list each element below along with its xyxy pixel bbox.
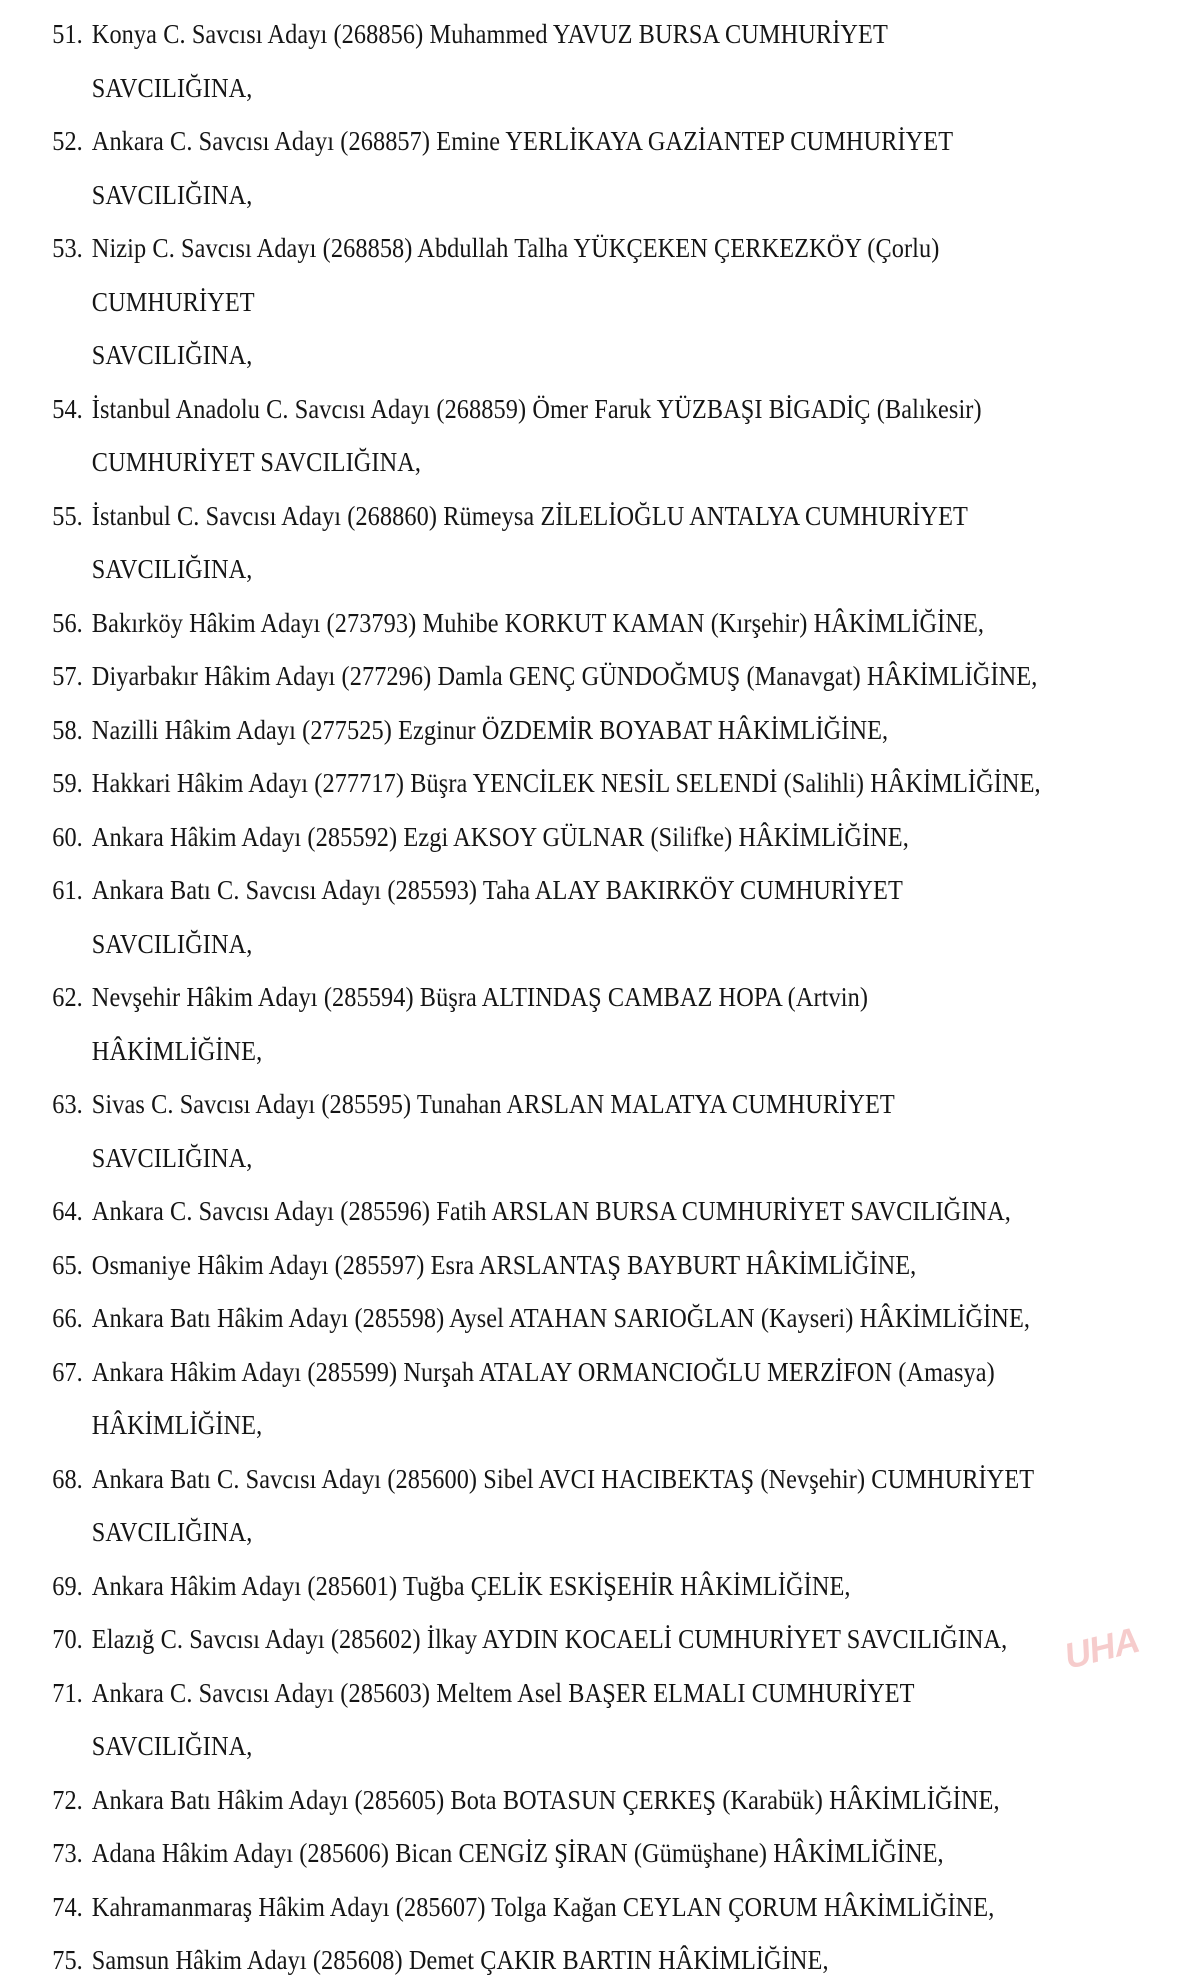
list-item	[0, 115, 1062, 222]
list-item-continuation: SAVCILIĞINA,	[91, 340, 253, 370]
list-item-continuation: SAVCILIĞINA,	[91, 554, 253, 584]
list-item	[0, 1560, 1062, 1614]
list-item	[0, 1881, 1062, 1935]
list-item-continuation: SAVCILIĞINA,	[91, 1517, 253, 1547]
list-item-text: Osmaniye Hâkim Adayı (285597) Esra ARSLANTAŞ BAYBURT HÂKİMLİĞİNE,	[91, 1249, 917, 1280]
list-item-text: İstanbul Anadolu C. Savcısı Adayı (268859) Ömer Faruk YÜZBAŞI BİGADİÇ (Balıkesir)	[91, 393, 982, 424]
list-item-number: 74.	[52, 1891, 83, 1922]
list-item	[0, 1613, 1062, 1667]
list-item-number: 64.	[52, 1196, 83, 1226]
list-item-number: 70.	[52, 1624, 83, 1654]
list-item-text: Ankara Hâkim Adayı (285601) Tuğba ÇELİK ESKİŞEHİR HÂKİMLİĞİNE,	[91, 1570, 851, 1601]
appointment-list	[0, 8, 1200, 1988]
list-item	[0, 650, 1062, 704]
list-item-text: Ankara C. Savcısı Adayı (285603) Meltem Asel BAŞER ELMALI CUMHURİYET SAVCILIĞINA,	[91, 1677, 915, 1761]
list-item-number: 54.	[52, 393, 83, 424]
list-item-number: 71.	[52, 1677, 83, 1708]
list-item-continuation: SAVCILIĞINA,	[91, 179, 253, 210]
list-item-text: Nazilli Hâkim Adayı (277525) Ezginur ÖZDEMİR BOYABAT HÂKİMLİĞİNE,	[91, 714, 889, 745]
list-item-number: 67.	[52, 1356, 83, 1387]
list-item-number: 52.	[52, 126, 83, 156]
list-item-number: 53.	[52, 233, 83, 263]
list-item-text: Sivas C. Savcısı Adayı (285595) Tunahan ARSLAN MALATYA CUMHURİYET SAVCILIĞINA,	[91, 1089, 895, 1173]
list-item-text: Diyarbakır Hâkim Adayı (277296) Damla GENÇ GÜNDOĞMUŞ (Manavgat) HÂKİMLİĞİNE,	[91, 661, 1038, 691]
list-item-text: Samsun Hâkim Adayı (285608) Demet ÇAKIR BARTIN HÂKİMLİĞİNE,	[91, 1945, 829, 1975]
watermark-text: UHA	[1060, 1618, 1143, 1677]
list-item-number: 51.	[52, 19, 83, 49]
list-item-text: Ankara C. Savcısı Adayı (268857) Emine YERLİKAYA GAZİANTEP CUMHURİYET	[91, 126, 954, 156]
list-item-text: İstanbul C. Savcısı Adayı (268860) Rümeysa ZİLELİOĞLU ANTALYA CUMHURİYET	[91, 500, 968, 531]
list-item-continuation: HÂKİMLİĞİNE,	[91, 1410, 263, 1440]
list-item-number: 65.	[52, 1249, 83, 1280]
list-item-number: 75.	[52, 1945, 83, 1975]
list-item	[0, 1667, 1062, 1774]
list-item-text: Nizip C. Savcısı Adayı (268858) Abdullah Talha YÜKÇEKEN ÇERKEZKÖY (Çorlu) CUMHURİYET	[91, 233, 940, 317]
list-item-text: Ankara C. Savcısı Adayı (285596) Fatih ARSLAN BURSA CUMHURİYET SAVCILIĞINA,	[91, 1196, 1011, 1226]
list-item	[0, 8, 1062, 115]
list-item-continuation: CUMHURİYET SAVCILIĞINA,	[91, 447, 422, 477]
list-item-text: Bakırköy Hâkim Adayı (273793) Muhibe KORKUT KAMAN (Kırşehir) HÂKİMLİĞİNE,	[91, 607, 985, 638]
list-item-text: Elazığ C. Savcısı Adayı (285602) İlkay AYDIN KOCAELİ CUMHURİYET SAVCILIĞINA,	[91, 1624, 1008, 1654]
list-item	[0, 757, 1062, 811]
list-item-text: Konya C. Savcısı Adayı (268856) Muhammed YAVUZ BURSA CUMHURİYET SAVCILIĞINA,	[91, 19, 888, 103]
list-item-number: 60.	[52, 821, 83, 852]
list-item	[0, 1453, 1062, 1560]
list-item-number: 59.	[52, 768, 83, 798]
list-item-number: 66.	[52, 1303, 83, 1333]
list-item	[0, 1292, 1062, 1346]
list-item-number: 68.	[52, 1463, 83, 1494]
list-item	[0, 1827, 1062, 1881]
list-item-number: 57.	[52, 661, 83, 691]
list-item	[0, 704, 1062, 758]
list-item-text: Ankara Hâkim Adayı (285592) Ezgi AKSOY GÜLNAR (Silifke) HÂKİMLİĞİNE,	[91, 821, 909, 852]
list-item-number: 61.	[52, 875, 83, 905]
list-item-number: 73.	[52, 1838, 83, 1868]
list-item	[0, 1185, 1062, 1239]
list-item	[0, 222, 1062, 383]
list-item-text: Ankara Hâkim Adayı (285599) Nurşah ATALAY ORMANCIOĞLU MERZİFON (Amasya)	[91, 1356, 995, 1387]
list-item-text: Ankara Batı Hâkim Adayı (285605) Bota BOTASUN ÇERKEŞ (Karabük) HÂKİMLİĞİNE,	[91, 1784, 1000, 1815]
list-item	[0, 971, 1062, 1078]
list-item-text: Kahramanmaraş Hâkim Adayı (285607) Tolga Kağan CEYLAN ÇORUM HÂKİMLİĞİNE,	[91, 1891, 995, 1922]
list-item	[0, 383, 1062, 490]
list-item-text: Nevşehir Hâkim Adayı (285594) Büşra ALTINDAŞ CAMBAZ HOPA (Artvin) HÂKİMLİĞİNE,	[91, 982, 869, 1066]
list-item-number: 69.	[52, 1570, 83, 1601]
list-item	[0, 490, 1062, 597]
list-item-number: 72.	[52, 1784, 83, 1815]
list-item	[0, 597, 1062, 651]
list-item-number: 63.	[52, 1089, 83, 1119]
list-item-number: 62.	[52, 982, 83, 1012]
list-item-text: Ankara Batı C. Savcısı Adayı (285600) Sibel AVCI HACIBEKTAŞ (Nevşehir) CUMHURİYET	[91, 1463, 1035, 1494]
list-item-text: Ankara Batı C. Savcısı Adayı (285593) Taha ALAY BAKIRKÖY CUMHURİYET SAVCILIĞINA,	[91, 875, 903, 959]
list-item-number: 56.	[52, 607, 83, 638]
list-item	[0, 1346, 1062, 1453]
list-item	[0, 864, 1062, 971]
list-item	[0, 1774, 1062, 1828]
list-item-text: Ankara Batı Hâkim Adayı (285598) Aysel ATAHAN SARIOĞLAN (Kayseri) HÂKİMLİĞİNE,	[91, 1303, 1031, 1333]
list-item	[0, 1934, 1062, 1988]
list-item	[0, 1239, 1062, 1293]
list-item-text: Adana Hâkim Adayı (285606) Bican CENGİZ ŞİRAN (Gümüşhane) HÂKİMLİĞİNE,	[91, 1838, 944, 1868]
list-item	[0, 811, 1062, 865]
list-item-text: Hakkari Hâkim Adayı (277717) Büşra YENCİLEK NESİL SELENDİ (Salihli) HÂKİMLİĞİNE,	[91, 768, 1041, 798]
list-item-number: 58.	[52, 714, 83, 745]
list-item-number: 55.	[52, 500, 83, 531]
list-item	[0, 1078, 1062, 1185]
